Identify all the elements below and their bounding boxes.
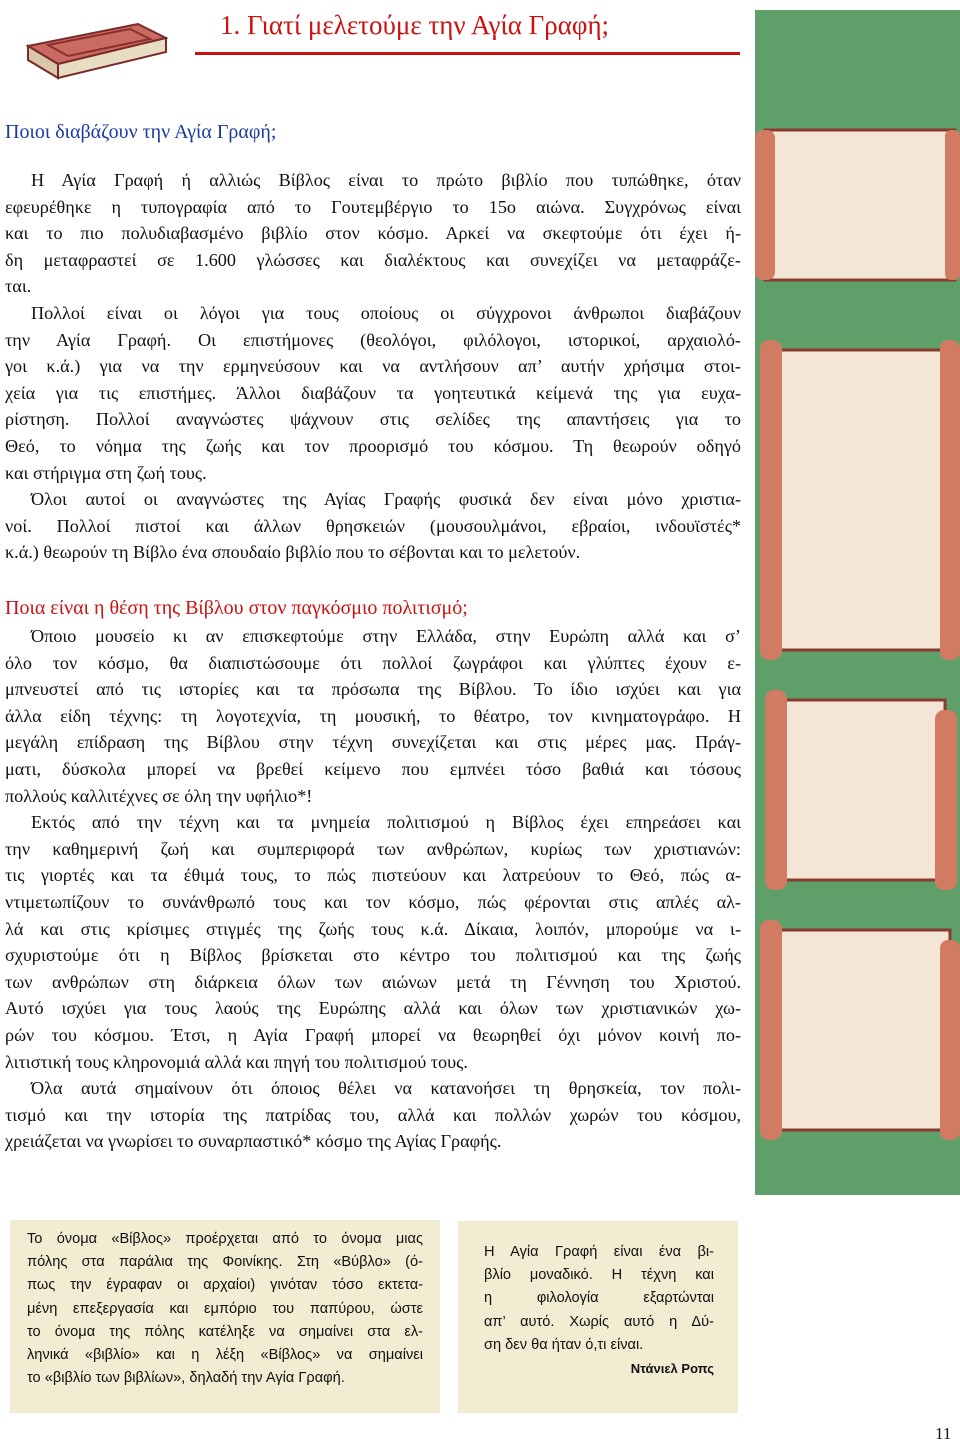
text-line: Εκτός από την τέχνη και τα μνημεία πολιτισμού η Βίβλος έχει επηρεάσει και [31, 812, 741, 833]
quote-author: Ντάνιελ Ροπς [630, 1361, 714, 1377]
text-line: Όλοι αυτοί οι αναγνώστες της Αγίας Γραφής φυσικά δεν είναι μόνο χριστια- [31, 489, 741, 510]
section-body-readers [5, 167, 741, 566]
section-body-culture [5, 623, 741, 1155]
text-line: σχυριστούμε ότι η Βίβλος βρίσκεται στο κέντρο του πολιτισμού και της ζωής [5, 945, 741, 966]
text-line: ρών του κόσμου. Έτσι, η Αγία Γραφή μπορεί να θεωρηθεί όχι μόνον κοινή πο- [5, 1024, 741, 1045]
sidebar-box-etymology [10, 1220, 440, 1413]
box-line: το «βιβλίο των βιβλίων», δηλαδή την Αγία Γραφή. [27, 1370, 345, 1387]
scrolls-illustration [755, 10, 960, 1195]
quote-line: ση δεν θα ήταν ό,τι είναι. [484, 1336, 644, 1353]
page-title: 1. Γιατί μελετούμε την Αγία Γραφή; [220, 10, 610, 40]
text-line: ται. [5, 276, 32, 297]
section-heading-culture: Ποια είναι η θέση της Βίβλου στον παγκόσμιο πολιτισμό; [5, 597, 468, 619]
text-line: και στήριγμα στη ζωή τους. [5, 462, 207, 483]
text-line: νοί. Πολλοί πιστοί και άλλων θρησκειών (μουσουλμάνοι, εβραίοι, ινδουϊστές* [5, 515, 741, 536]
box-line: ληνικά «βιβλίο» και η λέξη «Βίβλος» να σημαίνει [27, 1347, 423, 1364]
text-line: χεία για τις επιστήμες. Άλλοι διαβάζουν τα γοητευτικά κείμενά της για ευχα- [5, 382, 741, 403]
text-line: Αυτό ισχύει για τους λαούς της Ευρώπης αλλά και όλων των χριστιανικών χω- [5, 998, 741, 1019]
text-line: ντιμετωπίζουν το συνάνθρωπό τους και τον κόσμο, πώς φέρονται στις απλές αλ- [5, 891, 741, 912]
text-line: τισμό και την ιστορία της πατρίδας του, αλλά και πολλών χωρών του κόσμου, [5, 1104, 741, 1125]
page-number: 11 [935, 1424, 952, 1443]
quote-line: βλίο μοναδικό. Η τέχνη και [484, 1267, 714, 1284]
quote-line: η φιλολογία εξαρτώνται [484, 1290, 714, 1307]
text-line: άλλα είδη τέχνης: τη λογοτεχνία, τη μουσική, το θέατρο, τον κινηματογράφο. Η [5, 705, 741, 726]
text-line: πολλούς καλλιτέχνες σε όλη την υφήλιο*! [5, 785, 313, 806]
text-line: όλο τον κόσμο, θα διαπιστώσουμε ότι πολλοί ζωγράφοι και γλύπτες έχουν ε- [5, 652, 741, 673]
text-line: Η Αγία Γραφή ή αλλιώς Βίβλος είναι το πρώτο βιβλίο που τυπώθηκε, όταν [31, 170, 741, 190]
text-line: λιτιστική τους κληρονομιά αλλά και πηγή του πολιτισμού τους. [5, 1051, 468, 1072]
text-line: ματι, δύσκολα μπορεί να βρεθεί κείμενο που εμπνέει τόσο βαθιά και τόσους [5, 758, 741, 779]
text-line: και το πιο πολυδιαβασμένο βιβλίο στον κόσμο. Αρκεί να σκεφτούμε ότι έχει ή- [5, 223, 741, 244]
text-line: των ανθρώπων στη διάρκεια όλων των αιώνων μετά τη Γέννηση του Χριστού. [5, 971, 741, 992]
box-line: πως την έγραφαν οι αρχαίοι) γινόταν τόσο εκτετα- [27, 1277, 423, 1294]
text-line: κ.ά.) θεωρούν τη Βίβλο ένα σπουδαίο βιβλίο που το σέβονται και το μελετούν. [5, 542, 581, 563]
text-line: την Αγία Γραφή. Οι επιστήμονες (θεολόγοι, φιλόλογοι, ιστορικοί, αρχαιολό- [5, 329, 741, 350]
section-heading-readers: Ποιοι διαβάζουν την Αγία Γραφή; [5, 121, 277, 143]
text-line: γοι κ.ά.) για να την ερμηνεύσουν και να αντλήσουν απ’ αυτήν χρήσιμα στοι- [5, 356, 741, 377]
box-line: Το όνομα «Βίβλος» προέρχεται από το όνομα μιας [27, 1231, 423, 1247]
text-line: Όποιο μουσείο κι αν επισκεφτούμε στην Ελλάδα, στην Ευρώπη αλλά και σ’ [31, 626, 741, 646]
text-line: εφευρέθηκε η τυπογραφία από το Γουτεμβέργιο το 15ο αιώνα. Συγχρόνως είναι [5, 196, 741, 217]
quote-box [458, 1221, 738, 1413]
text-line: ρίστηση. Πολλοί αναγνώστες ψάχνουν στις σελίδες της απαντήσεις για το [5, 409, 741, 430]
text-line: μεγάλη επίδραση της Βίβλου στην τέχνη συνεχίζεται και στις μέρες μας. Πράγ- [5, 732, 741, 753]
book-illustration [18, 16, 168, 86]
box-line: πόλης στα παράλια της Φοινίκης. Στη «Βύβλο» (ό- [27, 1254, 423, 1271]
text-line: Θεό, το νόημα της ζωής και τον προορισμό του κόσμου. Τη θεωρούν οδηγό [5, 435, 741, 456]
text-line: την καθημερινή ζωή και συμπεριφορά των ανθρώπων, κυρίως των χριστιανών: [5, 838, 741, 859]
text-line: μπνευστεί από τις ιστορίες και τα πρόσωπα της Βίβλου. Το ίδιο ισχύει και για [5, 679, 741, 700]
text-line: χρειάζεται να γνωρίσει το συναρπαστικό* κόσμο της Αγίας Γραφής. [5, 1131, 502, 1152]
text-line: τις γιορτές και τα έθιμά τους, το πώς πιστεύουν και λατρεύουν το Θεό, πώς α- [5, 865, 741, 886]
box-line: το όνομα της πόλης κατέληξε να σημαίνει στα ελ- [27, 1323, 423, 1340]
text-line: Πολλοί είναι οι λόγοι για τους οποίους οι σύγχρονοι άνθρωποι διαβάζουν [31, 302, 741, 323]
text-line: δη μεταφραστεί σε 1.600 γλώσσες και διαλέκτους και συνεχίζει να μεταφράζε- [5, 249, 741, 270]
text-line: λά και στις κρίσιμες στιγμές της ζωής τους κ.ά. Δίκαια, λοιπόν, μπορούμε να ι- [5, 918, 741, 939]
quote-line: Η Αγία Γραφή είναι ένα βι- [484, 1244, 714, 1260]
title-rule [195, 52, 740, 55]
box-line: μένη επεξεργασία και εμπόριο του παπύρου, ώστε [27, 1300, 423, 1317]
text-line: Όλα αυτά σημαίνουν ότι όποιος θέλει να κατανοήσει τη θρησκεία, τον πολι- [31, 1078, 741, 1099]
quote-line: απ’ αυτό. Χωρίς αυτό η Δύ- [484, 1313, 714, 1330]
